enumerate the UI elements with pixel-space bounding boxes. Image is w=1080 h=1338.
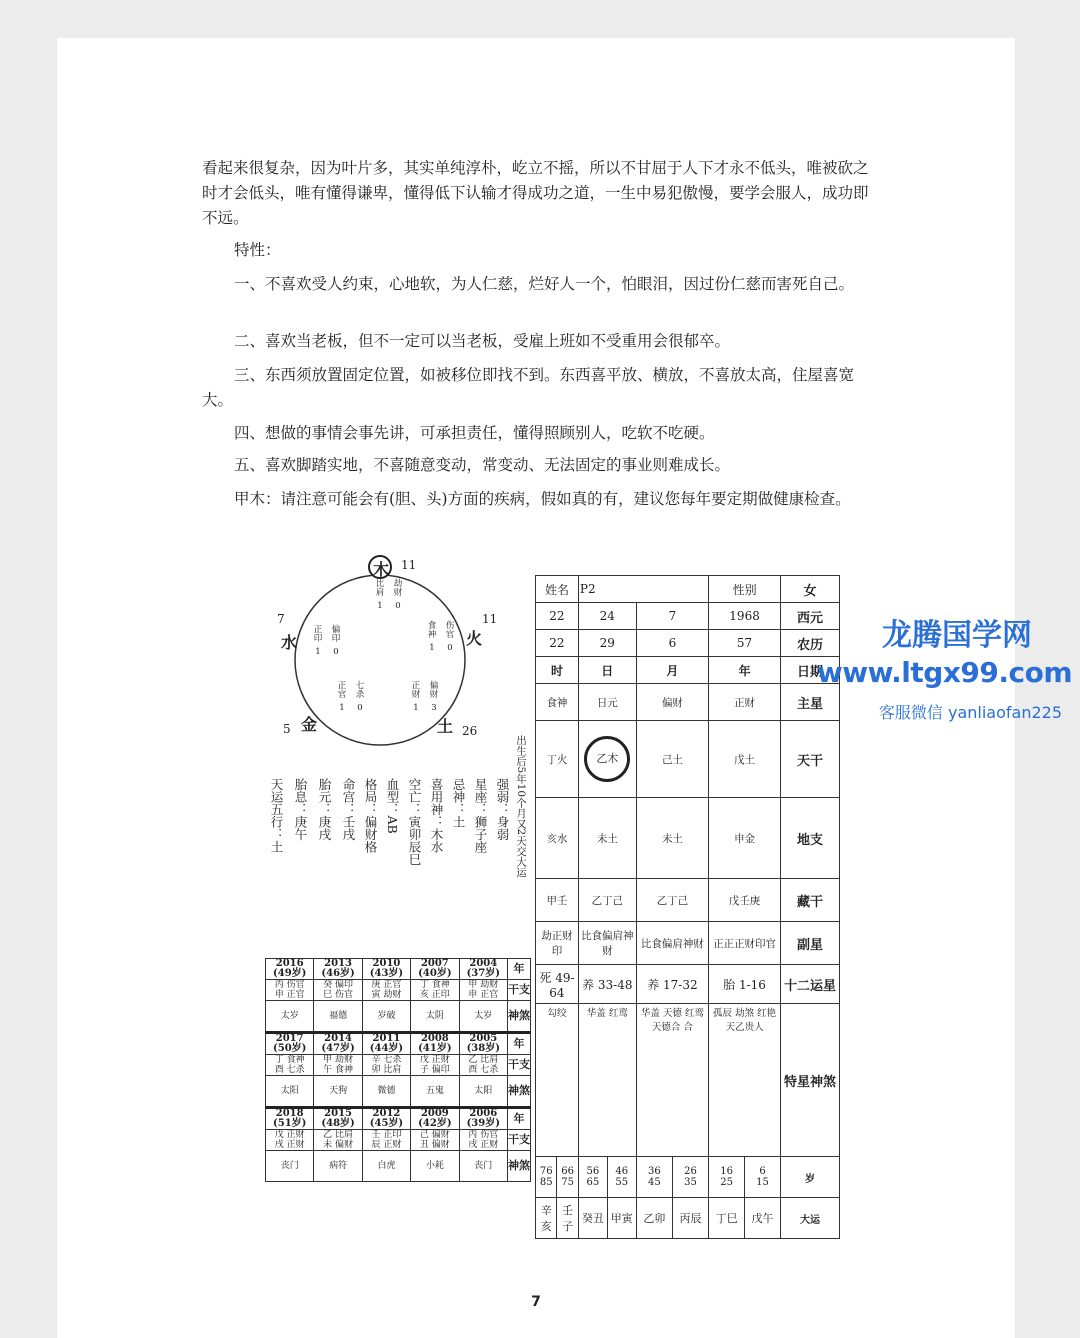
sex-value: 女 xyxy=(781,576,840,603)
ganzhi-2011: 辛 七杀 卯 比肩 xyxy=(362,1055,410,1076)
year-label-1: 年 xyxy=(508,959,531,980)
xiyuan-year: 1968 xyxy=(709,603,781,630)
shensha-2006: 丧门 xyxy=(459,1151,507,1182)
ganzhi-2012: 壬 正印 辰 正财 xyxy=(362,1130,410,1151)
earth-count: 26 xyxy=(462,724,478,738)
zhuxing-day: 日元 xyxy=(578,684,636,721)
year-2008: 2008 (41岁) xyxy=(411,1033,459,1055)
shensha-2014: 天狗 xyxy=(314,1076,362,1108)
dayun-label: 大运 xyxy=(781,1198,840,1239)
info-col-blood: 血型：AB xyxy=(385,778,400,834)
ganzhi-2006: 丙 伤官 戌 正财 xyxy=(459,1130,507,1151)
dayun-bingchen: 丙辰 xyxy=(679,1212,702,1225)
year-2013: 2013 (46岁) xyxy=(314,959,362,980)
metal-god-3: 1 xyxy=(339,703,345,713)
dayun-ages-4 xyxy=(709,1157,781,1198)
age-56-65: 56 65 xyxy=(579,1157,607,1197)
dayun-pillars-2 xyxy=(578,1198,636,1239)
pillar-day: 日 xyxy=(578,657,636,684)
ganzhi-2017: 丁 食神 酉 七杀 xyxy=(266,1055,314,1076)
shensha-label-1: 神煞 xyxy=(508,1001,531,1033)
tiangan-hour: 丁火 xyxy=(536,721,579,798)
shier-month: 养 17-32 xyxy=(636,965,708,1004)
water-god-1: 正印 xyxy=(313,625,323,644)
nongli-year: 57 xyxy=(709,630,781,657)
zhuxing-year: 正财 xyxy=(709,684,781,721)
fire-god-1: 食神 xyxy=(427,621,437,640)
wood-god-2: 劫财 xyxy=(393,579,403,598)
dizhi-label: 地支 xyxy=(781,798,840,879)
ganzhi-2015: 乙 比肩 未 偏财 xyxy=(314,1130,362,1151)
fire-god-4: 0 xyxy=(447,643,453,653)
shensha-2005: 太阳 xyxy=(459,1076,507,1108)
ganzhi-2018: 戊 正财 戌 正财 xyxy=(266,1130,314,1151)
year-2006: 2006 (39岁) xyxy=(459,1108,507,1130)
info-col-tianyun: 天运五行：土 xyxy=(269,778,284,853)
canggan-label: 藏干 xyxy=(781,879,840,922)
shensha-2009: 小耗 xyxy=(411,1151,459,1182)
age-16-25: 16 25 xyxy=(709,1157,744,1197)
paragraph-2: 特性： xyxy=(234,241,281,259)
shensha-label-3: 神煞 xyxy=(508,1151,531,1182)
year-2015: 2015 (48岁) xyxy=(314,1108,362,1130)
sex-label: 性别 xyxy=(709,576,781,603)
info-col-zodiac: 星座：狮子座 xyxy=(473,778,488,853)
year-2007: 2007 (40岁) xyxy=(411,959,459,980)
dayun-pillars-4 xyxy=(709,1198,781,1239)
shier-day: 养 33-48 xyxy=(578,965,636,1004)
bazi-chart xyxy=(535,575,840,1239)
paragraph-6: 四、想做的事情会事先讲，可承担责任，懂得照顾别人，吃软不吃硬。 xyxy=(234,424,715,442)
dayun-ages-3 xyxy=(636,1157,708,1198)
info-col-taixi: 胎息：庚午 xyxy=(293,778,308,841)
name-value: P2 xyxy=(578,576,708,603)
day-master-circle: 乙木 xyxy=(584,736,630,782)
ganzhi-label-1: 干支 xyxy=(508,980,531,1001)
shensha-2007: 太阴 xyxy=(411,1001,459,1033)
year-2011: 2011 (44岁) xyxy=(362,1033,410,1055)
metal-label: 金 xyxy=(301,715,318,734)
info-col-avoid: 忌神：土 xyxy=(451,778,466,828)
water-god-4: 0 xyxy=(333,647,339,657)
paragraph-7: 五、喜欢脚踏实地，不喜随意变动，常变动、无法固定的事业则难成长。 xyxy=(234,456,731,474)
pillar-year: 年 xyxy=(709,657,781,684)
shensha-2008: 五鬼 xyxy=(411,1076,459,1108)
canggan-year: 戊壬庚 xyxy=(709,879,781,922)
metal-god-4: 0 xyxy=(357,703,363,713)
watermark-wechat: 客服微信 yanliaofan225 xyxy=(878,703,1062,722)
dayun-renzi: 壬子 xyxy=(562,1204,574,1233)
dayun-jiayin: 甲寅 xyxy=(610,1212,633,1225)
ganzhi-2009: 己 偏财 丑 偏财 xyxy=(411,1130,459,1151)
shensha-2011: 微德 xyxy=(362,1076,410,1108)
canggan-hour: 甲壬 xyxy=(536,879,579,922)
fire-label: 火 xyxy=(466,629,483,648)
info-col-taiyuan: 胎元：庚戌 xyxy=(317,778,332,841)
age-46-55: 46 55 xyxy=(615,1166,629,1188)
dayun-xinhai: 辛亥 xyxy=(536,1198,557,1238)
metal-god-1: 正官 xyxy=(337,681,347,700)
water-label: 水 xyxy=(281,633,298,652)
info-col-pattern: 格局：偏财格 xyxy=(363,778,378,853)
canggan-day: 乙丁己 xyxy=(578,879,636,922)
shensha-2018: 丧门 xyxy=(266,1151,314,1182)
wood-count: 11 xyxy=(401,558,417,572)
year-2005: 2005 (38岁) xyxy=(459,1033,507,1055)
earth-god-4: 3 xyxy=(431,703,437,713)
earth-god-1: 正财 xyxy=(411,681,421,700)
ganzhi-2005: 乙 比肩 酉 七杀 xyxy=(459,1055,507,1076)
xiyuan-day: 24 xyxy=(578,603,636,630)
canggan-month: 乙丁己 xyxy=(636,879,708,922)
fire-god-3: 1 xyxy=(429,643,435,653)
shier-hour: 死 49-64 xyxy=(536,965,579,1004)
fuxing-label: 副星 xyxy=(781,922,840,965)
xiyuan-month: 7 xyxy=(636,603,708,630)
fire-god-2: 伤官 xyxy=(445,621,455,640)
dizhi-hour: 亥水 xyxy=(536,798,579,879)
xiyuan-hour: 22 xyxy=(536,603,579,630)
ganzhi-label-3: 干支 xyxy=(508,1130,531,1151)
pillar-hour: 时 xyxy=(536,657,579,684)
year-label-2: 年 xyxy=(508,1033,531,1055)
shensha-day: 华盖 红鸾 xyxy=(578,1004,636,1157)
shensha-2013: 福德 xyxy=(314,1001,362,1033)
shensha-2016: 太岁 xyxy=(266,1001,314,1033)
metal-god-2: 七杀 xyxy=(355,681,365,700)
age-76-85: 76 85 xyxy=(536,1157,557,1197)
tiangan-year: 戊土 xyxy=(709,721,781,798)
water-god-2: 偏印 xyxy=(331,625,341,644)
earth-god-2: 偏财 xyxy=(429,681,439,700)
dayun-ages-1 xyxy=(536,1157,579,1198)
water-count: 7 xyxy=(277,612,285,626)
year-2009: 2009 (42岁) xyxy=(411,1108,459,1130)
shier-label: 十二运星 xyxy=(781,965,840,1004)
age-6-15: 6 15 xyxy=(756,1166,769,1188)
metal-count: 5 xyxy=(283,722,291,736)
annual-years-table xyxy=(265,958,531,1182)
wood-god-4: 0 xyxy=(395,601,401,611)
info-col-void: 空亡：寅卯辰巳 xyxy=(407,778,422,866)
dayun-note: 出生后5年10个月又2天交大运 xyxy=(515,735,527,878)
name-label: 姓名 xyxy=(536,576,579,603)
dizhi-day: 未土 xyxy=(578,798,636,879)
ganzhi-2007: 丁 食神 亥 正印 xyxy=(411,980,459,1001)
earth-label: 土 xyxy=(437,717,454,736)
paragraph-1: 看起来很复杂，因为叶片多，其实单纯淳朴，屹立不摇，所以不甘屈于人下才永不低头，唯被砍之时才会低头，唯有懂得谦卑，懂得低下认输才得成功之道，一生中易犯傲慢，要学会服人，成功即不远。 xyxy=(202,159,869,227)
shensha-2017: 太阳 xyxy=(266,1076,314,1108)
dayun-yimao: 乙卯 xyxy=(637,1198,673,1238)
paragraph-8: 甲木：请注意可能会有(胆、头)方面的疾病，假如真的有，建议您每年要定期做健康检查。 xyxy=(234,490,851,508)
shensha-year: 孤辰 劫煞 红艳 天乙贵人 xyxy=(709,1004,781,1157)
ganzhi-2016: 丙 伤官 申 正官 xyxy=(266,980,314,1001)
dayun-wuwu: 戊午 xyxy=(751,1212,774,1225)
year-2016: 2016 (49岁) xyxy=(266,959,314,980)
shensha-label: 特星神煞 xyxy=(781,1004,840,1157)
info-col-favor: 喜用神：木水 xyxy=(429,778,444,853)
nongli-day: 29 xyxy=(578,630,636,657)
dayun-guichou: 癸丑 xyxy=(579,1198,607,1238)
zhuxing-hour: 食神 xyxy=(536,684,579,721)
nongli-month: 6 xyxy=(636,630,708,657)
pillar-label: 日期 xyxy=(781,657,840,684)
five-elements-wheel xyxy=(255,550,515,750)
ganzhi-2008: 戊 正财 子 偏印 xyxy=(411,1055,459,1076)
wood-god-1: 比肩 xyxy=(375,579,385,598)
shier-year: 胎 1-16 xyxy=(709,965,781,1004)
pillar-month: 月 xyxy=(636,657,708,684)
fuxing-hour: 劫正财印 xyxy=(536,922,579,965)
ganzhi-2014: 甲 劫财 午 食神 xyxy=(314,1055,362,1076)
shensha-2004: 太岁 xyxy=(459,1001,507,1033)
zhuxing-month: 偏财 xyxy=(636,684,708,721)
earth-god-3: 1 xyxy=(413,703,419,713)
year-2010: 2010 (43岁) xyxy=(362,959,410,980)
dizhi-month: 未土 xyxy=(636,798,708,879)
wood-label: 木 xyxy=(373,560,390,579)
dayun-pillars-3 xyxy=(636,1198,708,1239)
year-2017: 2017 (50岁) xyxy=(266,1033,314,1055)
wood-god-3: 1 xyxy=(377,601,383,611)
shensha-label-2: 神煞 xyxy=(508,1076,531,1108)
tiangan-day xyxy=(578,721,636,798)
info-col-palace: 命宫：壬戌 xyxy=(341,778,356,841)
page-number: 7 xyxy=(531,1294,541,1310)
fuxing-month: 比食偏肩神财 xyxy=(636,922,708,965)
water-god-3: 1 xyxy=(315,647,321,657)
info-columns xyxy=(262,778,510,918)
shensha-2012: 白虎 xyxy=(362,1151,410,1182)
dayun-dingsi: 丁巳 xyxy=(709,1198,744,1238)
tiangan-label: 天干 xyxy=(781,721,840,798)
watermark-site-name: 龙腾国学网 xyxy=(882,618,1032,653)
watermark-url: www.ltgx99.com xyxy=(816,656,1072,689)
age-66-75: 66 75 xyxy=(561,1166,575,1188)
xiyuan-label: 西元 xyxy=(781,603,840,630)
info-col-strength: 强弱：身弱 xyxy=(495,778,510,841)
ganzhi-2010: 庚 正官 寅 劫财 xyxy=(362,980,410,1001)
dizhi-year: 申金 xyxy=(709,798,781,879)
tiangan-month: 己土 xyxy=(636,721,708,798)
nongli-label: 农历 xyxy=(781,630,840,657)
dayun-ages-2 xyxy=(578,1157,636,1198)
zhuxing-label: 主星 xyxy=(781,684,840,721)
year-2018: 2018 (51岁) xyxy=(266,1108,314,1130)
shensha-2010: 岁破 xyxy=(362,1001,410,1033)
age-36-45: 36 45 xyxy=(637,1157,673,1197)
ganzhi-2004: 甲 劫财 申 正官 xyxy=(459,980,507,1001)
shensha-month: 华盖 天德 红鸾 天德合 合 xyxy=(636,1004,708,1157)
paragraph-4: 二、喜欢当老板，但不一定可以当老板，受雇上班如不受重用会很郁卒。 xyxy=(234,332,731,350)
age-26-35: 26 35 xyxy=(684,1166,697,1188)
shensha-hour: 勾绞 xyxy=(536,1004,579,1157)
nongli-hour: 22 xyxy=(536,630,579,657)
shensha-2015: 病符 xyxy=(314,1151,362,1182)
year-2004: 2004 (37岁) xyxy=(459,959,507,980)
fuxing-year: 正正正财印官 xyxy=(709,922,781,965)
fire-count: 11 xyxy=(482,612,498,626)
dayun-pillars-1 xyxy=(536,1198,579,1239)
year-label-3: 年 xyxy=(508,1108,531,1130)
year-2012: 2012 (45岁) xyxy=(362,1108,410,1130)
paragraph-3: 一、不喜欢受人约束，心地软，为人仁慈，烂好人一个，怕眼泪，因过份仁慈而害死自己。 xyxy=(234,275,855,293)
year-2014: 2014 (47岁) xyxy=(314,1033,362,1055)
fuxing-day: 比食偏肩神财 xyxy=(578,922,636,965)
ganzhi-label-2: 干支 xyxy=(508,1055,531,1076)
sui-label: 岁 xyxy=(781,1157,840,1198)
paragraph-5: 三、东西须放置固定位置，如被移位即找不到。东西喜平放、横放，不喜放太高，住屋喜宽大。 xyxy=(202,366,855,409)
ganzhi-2013: 癸 偏印 巳 伤官 xyxy=(314,980,362,1001)
